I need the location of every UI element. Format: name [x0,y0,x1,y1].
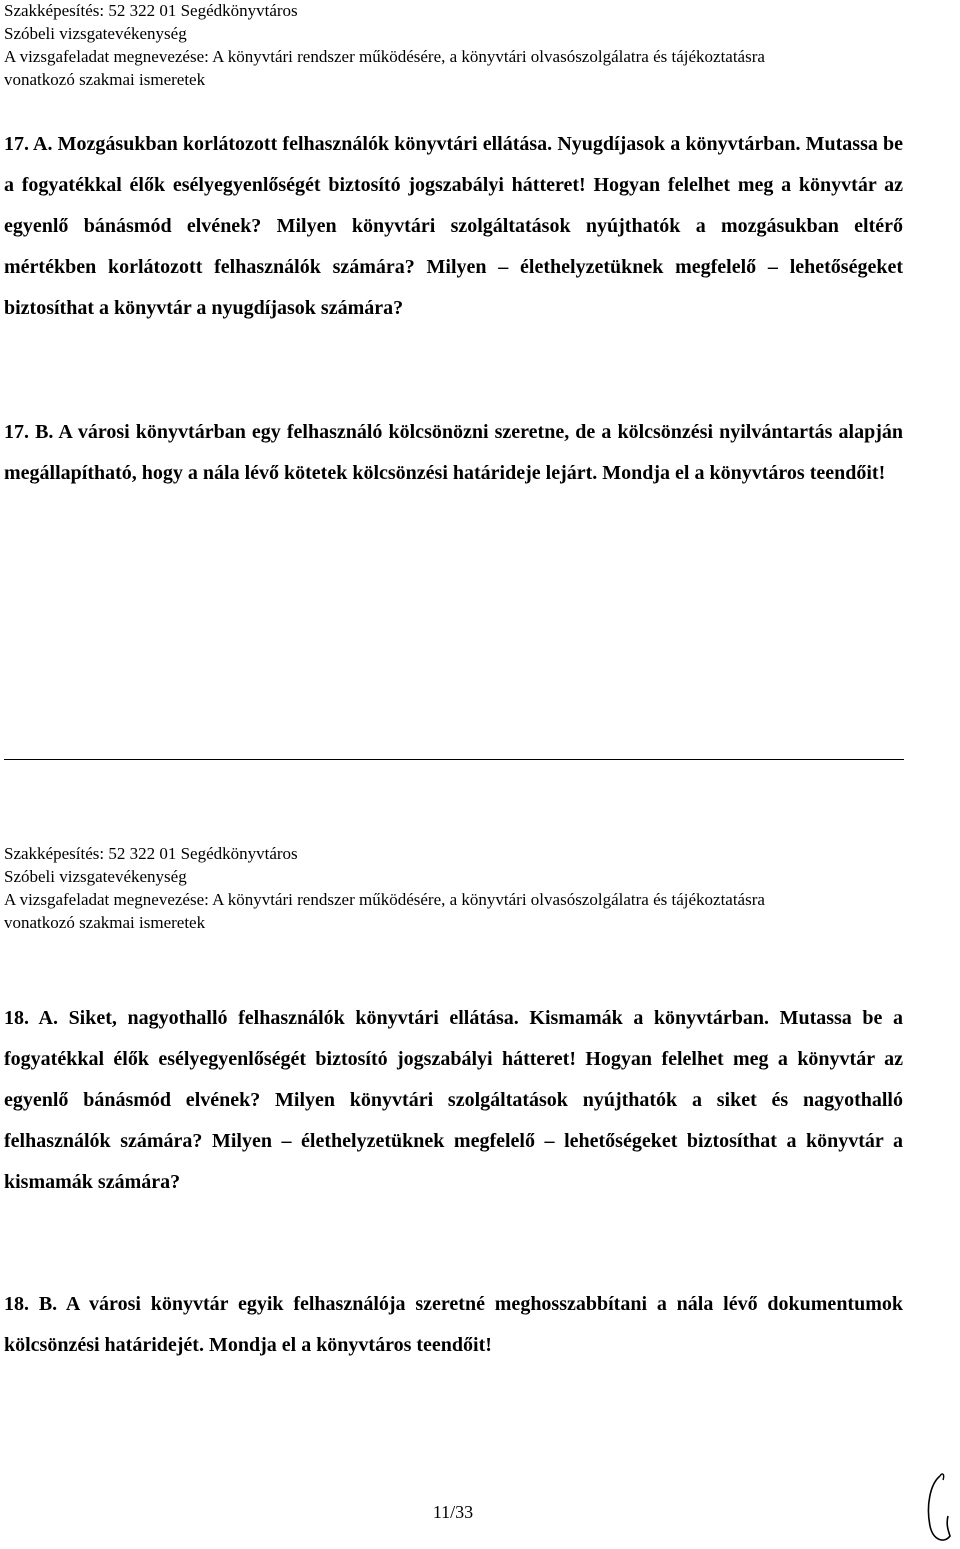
page-number: 11/33 [432,1502,474,1522]
question-17b-text: A városi könyvtárban egy felhasználó kölcsönözni szeretne, de a kölcsönzési nyilvántartás alapján megállapítható, hogy a nála lévő kötetek kölcsönzési határideje lejárt. Mondja el a könyvtáros teendőit! [4,421,903,484]
question-17a [4,124,903,329]
question-18a-text: Siket, nagyothalló felhasználók könyvtári ellátása. Kismamák a könyvtárban. Mutassa be a fogyatékkal élők esélyegyenlőségét biztosító jogszabályi hátteret! Hogyan felelhet meg a könyvtár az egyenlő bánásmód elvének? Milyen könyvtári szolgáltatások nyújthatók a siket és nagyothalló felhasználók számára? Milyen – élethelyzetüknek megfelelő – lehetőségeket biztosíthat a könyvtár a kismamák számára? [4,1007,903,1193]
header-qualification: Szakképesítés: 52 322 01 Segédkönyvtáros [4,1,298,20]
question-17b-number: 17. B. [4,421,54,443]
question-18b-text: A városi könyvtár egyik felhasználója szeretné meghosszabbítani a nála lévő dokumentumok kölcsönzési határidejét. Mondja el a könyvtáros teendőit! [4,1293,904,1356]
header-task-name-cont: vonatkozó szakmai ismeretek [4,70,206,89]
page-footer [0,1501,960,1523]
question-18a-number: 18. A. [4,1007,58,1029]
header-exam-type: Szóbeli vizsgatevékenység [4,867,187,886]
question-18b-number: 18. B. [4,1293,58,1315]
page-header-top [4,0,960,91]
page-divider [4,759,904,760]
signature-mark [918,1466,960,1546]
header-qualification: Szakképesítés: 52 322 01 Segédkönyvtáros [4,844,298,863]
question-17a-number: 17. A. [4,133,53,155]
question-18a [4,998,903,1203]
header-task-name: A vizsgafeladat megnevezése: A könyvtári rendszer működésére, a könyvtári olvasószolgálatra és tájékoztatásra [4,47,765,66]
page-header-second [4,842,960,934]
header-task-name: A vizsgafeladat megnevezése: A könyvtári rendszer működésére, a könyvtári olvasószolgálatra és tájékoztatásra [4,890,765,909]
question-17a-text: Mozgásukban korlátozott felhasználók könyvtári ellátása. Nyugdíjasok a könyvtárban. Mutassa be a fogyatékkal élők esélyegyenlőségét biztosító jogszabályi hátteret! Hogyan felelhet meg a könyvtár az egyenlő bánásmód elvének? Milyen könyvtári szolgáltatások nyújthatók a mozgásukban eltérő mértékben korlátozott felhasználók számára? Milyen – élethelyzetüknek megfelelő – lehetőségeket biztosíthat a könyvtár a nyugdíjasok számára? [4,133,904,319]
question-18b [4,1284,903,1366]
question-17b [4,412,903,494]
header-task-name-cont: vonatkozó szakmai ismeretek [4,913,206,932]
header-exam-type: Szóbeli vizsgatevékenység [4,24,187,43]
